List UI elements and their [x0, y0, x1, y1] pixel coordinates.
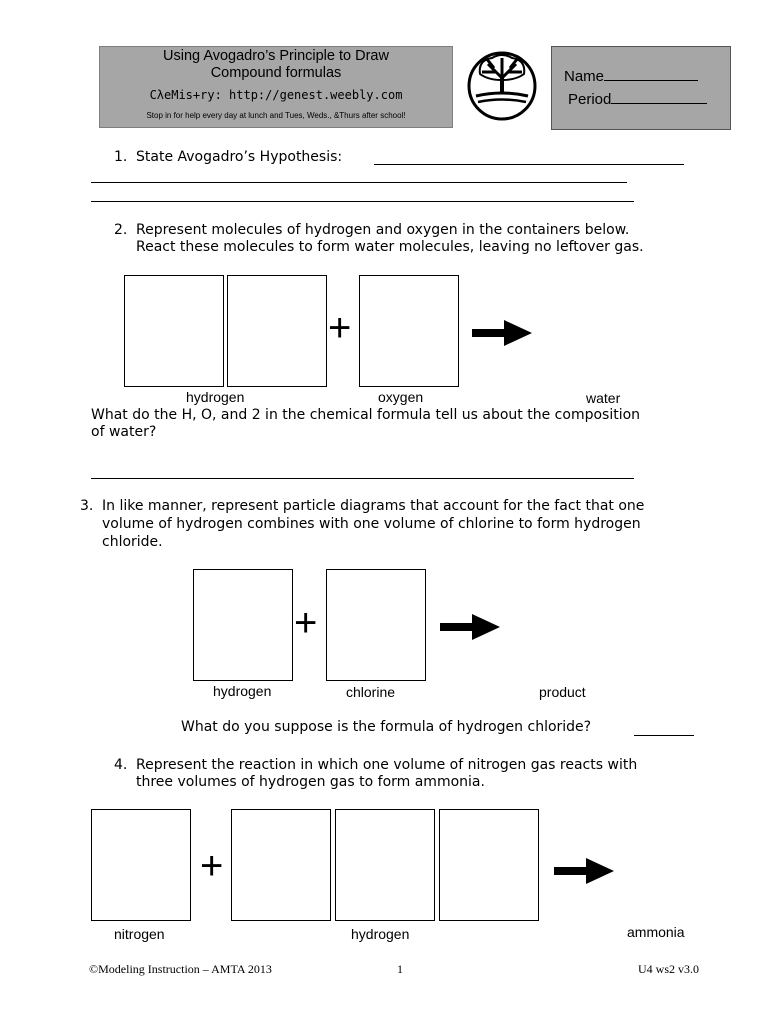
name-field[interactable] [564, 68, 698, 85]
hydrogen-label-q3: hydrogen [213, 683, 272, 699]
period-blank[interactable] [611, 103, 707, 104]
q1-answer-line-3[interactable] [91, 201, 634, 202]
period-label: Period [568, 91, 612, 108]
nitrogen-label: nitrogen [114, 926, 165, 942]
oxygen-container[interactable] [359, 275, 459, 387]
oxygen-label: oxygen [378, 389, 424, 405]
q2-followup-line-1: What do the H, O, and 2 in the chemical formula tell us about the composition [91, 407, 641, 423]
period-field[interactable] [568, 91, 707, 108]
hydrogen-container-1[interactable] [124, 275, 224, 387]
help-note: Stop in for help every day at lunch and Tues, Weds., &Thurs after school! [146, 111, 406, 120]
reaction-arrow-icon-q3 [438, 612, 502, 642]
reaction-arrow-icon [470, 318, 534, 348]
plus-icon-q4: + [200, 844, 224, 888]
hydrogen-container-q4-1[interactable] [231, 809, 331, 921]
tree-logo-icon [466, 50, 538, 122]
q2-answer-line[interactable] [91, 478, 634, 479]
nitrogen-container[interactable] [91, 809, 191, 921]
hydrogen-label-q4: hydrogen [351, 926, 410, 942]
q3-formula-blank[interactable] [634, 735, 694, 736]
title-line-2: Compound formulas [210, 65, 342, 81]
hydrogen-container-q4-3[interactable] [439, 809, 539, 921]
product-label: product [539, 684, 586, 700]
chlorine-container[interactable] [326, 569, 426, 681]
q4-line-1: Represent the reaction in which one volume of nitrogen gas reacts with [136, 757, 638, 773]
name-period-box [551, 46, 731, 130]
q2-line-1: Represent molecules of hydrogen and oxygen in the containers below. [136, 222, 630, 238]
title-line-1: Using Avogadro’s Principle to Draw [163, 48, 389, 64]
q1-number: 1. [114, 149, 128, 165]
q2-number: 2. [114, 222, 128, 238]
q3-line-3: chloride. [102, 534, 163, 550]
name-label: Name [564, 68, 605, 85]
q3-line-1: In like manner, represent particle diagrams that account for the fact that one [102, 498, 645, 514]
worksheet-title [99, 48, 453, 82]
q1-answer-line-1[interactable] [374, 164, 684, 165]
plus-icon: + [328, 306, 352, 350]
chlorine-label: chlorine [346, 684, 396, 700]
q3-followup: What do you suppose is the formula of hydrogen chloride? [181, 719, 592, 735]
q4-number: 4. [114, 757, 128, 773]
name-blank[interactable] [604, 80, 698, 81]
reaction-arrow-icon-q4 [552, 856, 616, 886]
footer-version: U4 ws2 v3.0 [638, 962, 700, 976]
footer-copyright: ©Modeling Instruction – AMTA 2013 [89, 962, 272, 976]
q4-line-2: three volumes of hydrogen gas to form ammonia. [136, 774, 485, 790]
water-label: water [586, 390, 621, 406]
q3-line-2: volume of hydrogen combines with one volume of chlorine to form hydrogen [102, 516, 641, 532]
footer-page-number: 1 [397, 962, 403, 976]
q2-line-2: React these molecules to form water molecules, leaving no leftover gas. [136, 239, 644, 255]
q1-text: State Avogadro’s Hypothesis: [136, 149, 343, 165]
q3-number: 3. [80, 498, 94, 514]
site-url: CλeMis+ry: http://genest.weebly.com [149, 88, 403, 102]
q1-answer-line-2[interactable] [91, 182, 627, 183]
plus-icon-q3: + [294, 601, 318, 645]
hydrogen-container-q4-2[interactable] [335, 809, 435, 921]
q2-followup-line-2: of water? [91, 424, 157, 440]
hydrogen-container-2[interactable] [227, 275, 327, 387]
hydrogen-label: hydrogen [186, 389, 245, 405]
ammonia-label: ammonia [627, 924, 685, 940]
hydrogen-container-q3[interactable] [193, 569, 293, 681]
